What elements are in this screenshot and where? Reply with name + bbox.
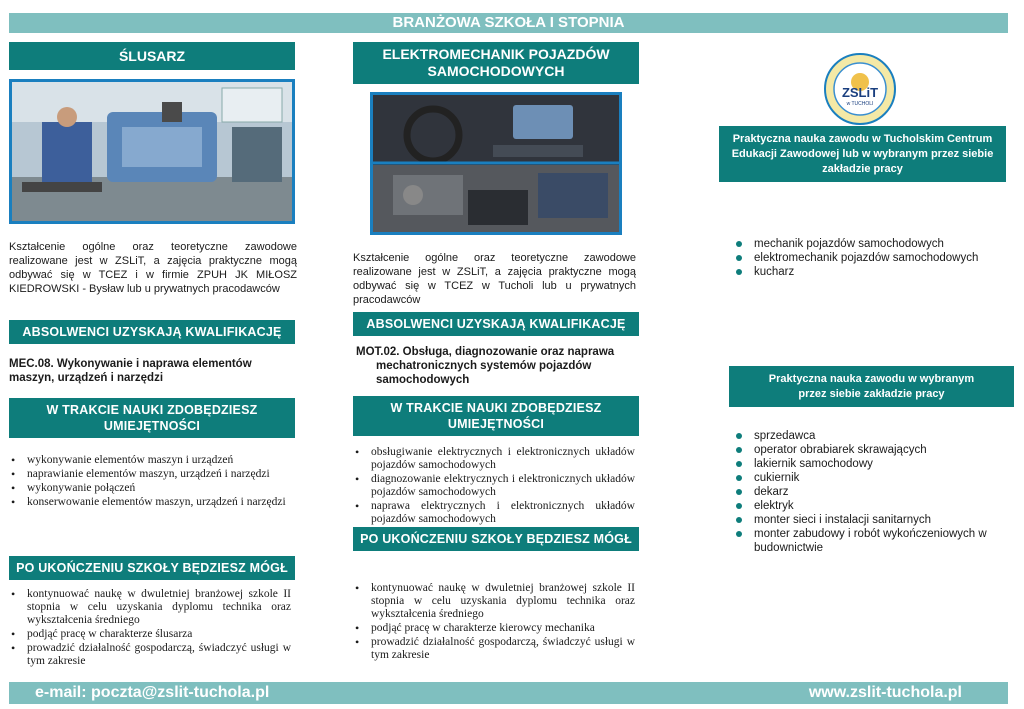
list-item: • kontynuować naukę w dwuletniej branżowej szkole II stopnia w celu uzyskania dyplomu technika oraz wykształcenia średniego [353,582,635,621]
col1-qual-header: ABSOLWENCI UZYSKAJĄ KWALIFIKACJĘ [9,320,295,344]
list-item: dekarz [732,485,1007,499]
list-item: • wykonywanie połączeń [9,482,291,495]
col2-qual-header: ABSOLWENCI UZYSKAJĄ KWALIFIKACJĘ [353,312,639,336]
col2-vehicle-photo [370,92,622,235]
list-item: lakiernik samochodowy [732,457,1007,471]
list-item: • diagnozowanie elektrycznych i elektronicznych układów pojazdów samochodowych [353,473,635,499]
col3-box2-list [732,429,1007,555]
col2-qualification: MOT.02. Obsługa, diagnozowanie oraz naprawa mechatronicznych systemów pojazdów samochodowych [356,346,615,386]
list-item: monter zabudowy i robót wykończeniowych w budownictwie [732,527,1007,555]
list-item: elektryk [732,499,1007,513]
list-item: • naprawianie elementów maszyn, urządzeń i narzędzi [9,468,291,481]
col1-title: ŚLUSARZ [9,42,295,70]
col2-title: ELEKTROMECHANIK POJAZDÓW SAMOCHODOWYCH [353,42,639,84]
col2-after-header: PO UKOŃCZENIU SZKOŁY BĘDZIESZ MÓGŁ [353,527,639,551]
col3-box2-title: Praktyczna nauka zawodu w wybranym przez siebie zakładzie pracy [729,366,1014,407]
col2-skills-list [353,446,635,527]
col2-description: Kształcenie ogólne oraz teoretyczne zawodowe realizowane jest w ZSLiT, a zajęcia praktyczne mogą odbywać się w TCEZ w Tucholi lub u prywatnych pracodawców [353,252,636,306]
col1-qualification: MEC.08. Wykonywanie i naprawa elementów maszyn, urządzeń i narzędzi [9,358,252,384]
col1-workshop-photo [9,79,295,224]
col2-skills-header: W TRAKCIE NAUKI ZDOBĘDZIESZ UMIEJĘTNOŚCI [353,396,639,436]
list-item: • obsługiwanie elektrycznych i elektronicznych układów pojazdów samochodowych [353,446,635,472]
col1-skills-header: W TRAKCIE NAUKI ZDOBĘDZIESZ UMIEJĘTNOŚCI [9,398,295,438]
list-item: • prowadzić działalność gospodarczą, świadczyć usługi w tym zakresie [353,636,635,662]
col2-after-list [353,582,635,663]
col1-after-list [9,588,291,669]
school-logo [823,52,897,126]
list-item: sprzedawca [732,429,1007,443]
list-item: • kontynuować naukę w dwuletniej branżowej szkole II stopnia w celu uzyskania dyplomu technika oraz wykształcenia średniego [9,588,291,627]
list-item: elektromechanik pojazdów samochodowych [732,251,1007,265]
list-item: • podjąć pracę w charakterze ślusarza [9,628,291,641]
list-item: • konserwowanie elementów maszyn, urządzeń i narzędzi [9,496,291,509]
col1-after-header: PO UKOŃCZENIU SZKOŁY BĘDZIESZ MÓGŁ [9,556,295,580]
list-item: • wykonywanie elementów maszyn i urządzeń [9,454,291,467]
list-item: kucharz [732,265,1007,279]
footer-email[interactable]: e-mail: poczta@zslit-tuchola.pl [35,684,270,701]
vehicle-illustration [373,95,619,232]
logo-sub: w TUCHOLI [846,101,874,107]
workshop-illustration [12,82,292,221]
list-item: mechanik pojazdów samochodowych [732,237,1007,251]
top-title-bar: BRANŻOWA SZKOŁA I STOPNIA [9,13,1008,33]
footer-bar [9,682,1008,704]
list-item: • prowadzić działalność gospodarczą, świadczyć usługi w tym zakresie [9,642,291,668]
col1-skills-list [9,454,291,510]
col3-box1-list [732,237,1007,279]
col1-description: Kształcenie ogólne oraz teoretyczne zawodowe realizowane jest w ZSLiT, a zajęcia praktyczne mogą odbywać się w TCEZ i w firmie ZPUH JK MIŁOSZ KIEDROWSKI - Bysław lub u prywatnych pracodawców [9,241,297,295]
list-item: • podjąć pracę w charakterze kierowcy mechanika [353,622,635,635]
col3-box1-title: Praktyczna nauka zawodu w Tucholskim Centrum Edukacji Zawodowej lub w wybranym przez siebie zakładzie pracy [719,126,1006,182]
list-item: • naprawa elektrycznych i elektronicznych układów pojazdów samochodowych [353,500,635,526]
list-item: monter sieci i instalacji sanitarnych [732,513,1007,527]
footer-website[interactable]: www.zslit-tuchola.pl [808,684,962,701]
col2-skills-clip [353,446,638,527]
list-item: operator obrabiarek skrawających [732,443,1007,457]
list-item: cukiernik [732,471,1007,485]
logo-text: ZSLiT [841,85,879,100]
